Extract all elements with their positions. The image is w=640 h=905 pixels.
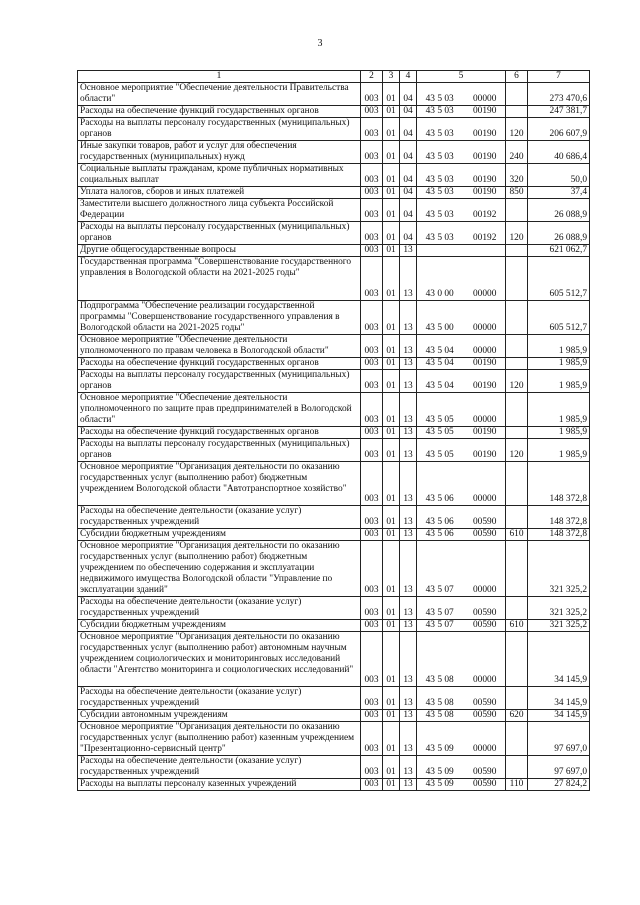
table-row bbox=[78, 506, 590, 529]
cell-target-article bbox=[417, 118, 506, 141]
cell-target-article bbox=[417, 597, 506, 620]
cell-amount: 37,4 bbox=[528, 187, 590, 199]
cell-subsection: 04 bbox=[400, 222, 417, 245]
target-article-direction: 00590 bbox=[472, 779, 497, 789]
cell-expense-type bbox=[506, 358, 528, 370]
budget-table bbox=[77, 70, 590, 791]
target-article-direction: 00000 bbox=[472, 94, 497, 104]
cell-subsection: 04 bbox=[400, 83, 417, 106]
target-article-program: 43 5 05 bbox=[425, 450, 454, 460]
cell-section: 01 bbox=[383, 462, 400, 506]
cell-expense-type bbox=[506, 106, 528, 118]
cell-target-article bbox=[417, 541, 506, 597]
cell-amount: 1 985,9 bbox=[528, 370, 590, 393]
cell-expense-type: 610 bbox=[506, 529, 528, 541]
cell-ministry-code: 003 bbox=[361, 687, 383, 710]
cell-target-article bbox=[417, 370, 506, 393]
row-name: Социальные выплаты гражданам, кроме публичных нормативных социальных выплат bbox=[78, 164, 361, 187]
cell-subsection: 13 bbox=[400, 393, 417, 427]
table-row bbox=[78, 245, 590, 257]
row-name: Уплата налогов, сборов и иных платежей bbox=[78, 187, 361, 199]
target-article-program: 43 5 05 bbox=[425, 415, 454, 425]
cell-section: 01 bbox=[383, 529, 400, 541]
target-article-direction: 00000 bbox=[472, 289, 497, 299]
cell-subsection: 13 bbox=[400, 439, 417, 462]
cell-ministry-code: 003 bbox=[361, 141, 383, 164]
cell-section: 01 bbox=[383, 301, 400, 335]
table-row bbox=[78, 301, 590, 335]
cell-expense-type: 120 bbox=[506, 222, 528, 245]
cell-subsection: 04 bbox=[400, 187, 417, 199]
column-header: 3 bbox=[383, 71, 400, 83]
cell-subsection: 13 bbox=[400, 722, 417, 756]
row-name: Основное мероприятие "Обеспечение деятельности Правительства области" bbox=[78, 83, 361, 106]
cell-subsection: 13 bbox=[400, 245, 417, 257]
cell-target-article bbox=[417, 710, 506, 722]
row-name: Расходы на выплаты персоналу государственных (муниципальных) органов bbox=[78, 222, 361, 245]
row-name: Расходы на обеспечение функций государственных органов bbox=[78, 358, 361, 370]
target-article-program: 43 5 07 bbox=[425, 620, 454, 630]
cell-target-article bbox=[417, 83, 506, 106]
cell-section: 01 bbox=[383, 245, 400, 257]
cell-section: 01 bbox=[383, 427, 400, 439]
row-name: Основное мероприятие "Организация деятельности по оказанию государственных услуг (выполнению работ) бюджетным учреждением по обеспечению содержания и эксплуатации недвижимого имущества Вологодской области "Управление по эксплуатации зданий" bbox=[78, 541, 361, 597]
cell-section: 01 bbox=[383, 393, 400, 427]
target-article-direction: 00190 bbox=[472, 358, 497, 368]
row-name: Подпрограмма "Обеспечение реализации государственной программы "Совершенствование государственного управления в Вологодской области на 2021-2025 годы" bbox=[78, 301, 361, 335]
cell-target-article bbox=[417, 335, 506, 358]
cell-expense-type: 120 bbox=[506, 439, 528, 462]
target-article-direction: 00000 bbox=[472, 346, 497, 356]
row-name: Основное мероприятие "Обеспечение деятельности уполномоченного по защите прав предпринимателей в Вологодской области" bbox=[78, 393, 361, 427]
row-name: Другие общегосударственные вопросы bbox=[78, 245, 361, 257]
target-article-program: 43 5 03 bbox=[425, 210, 454, 220]
cell-expense-type bbox=[506, 506, 528, 529]
cell-subsection: 04 bbox=[400, 118, 417, 141]
cell-target-article bbox=[417, 141, 506, 164]
cell-ministry-code: 003 bbox=[361, 370, 383, 393]
cell-subsection: 13 bbox=[400, 687, 417, 710]
row-name: Субсидии бюджетным учреждениям bbox=[78, 529, 361, 541]
cell-expense-type: 320 bbox=[506, 164, 528, 187]
cell-ministry-code: 003 bbox=[361, 710, 383, 722]
table-row bbox=[78, 257, 590, 301]
cell-amount: 148 372,8 bbox=[528, 506, 590, 529]
cell-section: 01 bbox=[383, 83, 400, 106]
cell-subsection: 13 bbox=[400, 779, 417, 791]
table-row bbox=[78, 222, 590, 245]
target-article-direction: 00000 bbox=[472, 744, 497, 754]
page-number: 3 bbox=[317, 38, 323, 49]
cell-expense-type bbox=[506, 427, 528, 439]
table-row bbox=[78, 632, 590, 687]
cell-subsection: 13 bbox=[400, 756, 417, 779]
cell-section: 01 bbox=[383, 710, 400, 722]
row-name: Основное мероприятие "Обеспечение деятельности уполномоченного по правам человека в Вологодской области" bbox=[78, 335, 361, 358]
cell-ministry-code: 003 bbox=[361, 335, 383, 358]
cell-section: 01 bbox=[383, 541, 400, 597]
column-header: 4 bbox=[400, 71, 417, 83]
cell-amount: 26 088,9 bbox=[528, 199, 590, 222]
cell-amount: 97 697,0 bbox=[528, 756, 590, 779]
cell-expense-type: 240 bbox=[506, 141, 528, 164]
table-row bbox=[78, 141, 590, 164]
cell-subsection: 13 bbox=[400, 632, 417, 687]
target-article-direction: 00190 bbox=[472, 187, 497, 197]
cell-amount: 34 145,9 bbox=[528, 710, 590, 722]
cell-ministry-code: 003 bbox=[361, 358, 383, 370]
cell-subsection: 04 bbox=[400, 106, 417, 118]
cell-ministry-code: 003 bbox=[361, 529, 383, 541]
target-article-direction: 00190 bbox=[472, 381, 497, 391]
table-row bbox=[78, 710, 590, 722]
cell-expense-type bbox=[506, 245, 528, 257]
cell-ministry-code: 003 bbox=[361, 541, 383, 597]
table-row bbox=[78, 722, 590, 756]
cell-section: 01 bbox=[383, 199, 400, 222]
cell-amount: 148 372,8 bbox=[528, 529, 590, 541]
target-article-program: 43 0 00 bbox=[425, 289, 454, 299]
cell-ministry-code: 003 bbox=[361, 257, 383, 301]
cell-amount: 321 325,2 bbox=[528, 541, 590, 597]
cell-amount: 1 985,9 bbox=[528, 358, 590, 370]
row-name: Основное мероприятие "Организация деятельности по оказанию государственных услуг (выполнению работ) автономным научным учреждением социологических и мониторинговых исследований области "Агентство мониторинга и социологических исследований" bbox=[78, 632, 361, 687]
table-row bbox=[78, 393, 590, 427]
cell-expense-type bbox=[506, 301, 528, 335]
cell-target-article bbox=[417, 529, 506, 541]
cell-expense-type bbox=[506, 597, 528, 620]
cell-ministry-code: 003 bbox=[361, 106, 383, 118]
table-row bbox=[78, 187, 590, 199]
target-article-direction: 00190 bbox=[472, 129, 497, 139]
cell-ministry-code: 003 bbox=[361, 393, 383, 427]
table-row bbox=[78, 541, 590, 597]
target-article-program: 43 5 07 bbox=[425, 608, 454, 618]
row-name: Расходы на выплаты персоналу казенных учреждений bbox=[78, 779, 361, 791]
table-row bbox=[78, 756, 590, 779]
table-row bbox=[78, 439, 590, 462]
row-name: Расходы на обеспечение функций государственных органов bbox=[78, 106, 361, 118]
row-name: Расходы на выплаты персоналу государственных (муниципальных) органов bbox=[78, 118, 361, 141]
cell-subsection: 13 bbox=[400, 358, 417, 370]
cell-expense-type bbox=[506, 687, 528, 710]
target-article-program: 43 5 04 bbox=[425, 358, 454, 368]
target-article-direction: 00590 bbox=[472, 767, 497, 777]
cell-ministry-code: 003 bbox=[361, 620, 383, 632]
target-article-program: 43 5 04 bbox=[425, 346, 454, 356]
cell-target-article bbox=[417, 187, 506, 199]
target-article-direction: 00192 bbox=[472, 210, 497, 220]
table-row bbox=[78, 370, 590, 393]
cell-section: 01 bbox=[383, 257, 400, 301]
cell-ministry-code: 003 bbox=[361, 506, 383, 529]
row-name: Расходы на выплаты персоналу государственных (муниципальных) органов bbox=[78, 439, 361, 462]
cell-ministry-code: 003 bbox=[361, 222, 383, 245]
target-article-program: 43 5 09 bbox=[425, 767, 454, 777]
cell-ministry-code: 003 bbox=[361, 199, 383, 222]
target-article-direction: 00190 bbox=[472, 427, 497, 437]
row-name: Основное мероприятие "Организация деятельности по оказанию государственных услуг (выполнению работ) бюджетным учреждением Вологодской области "Автотранспортное хозяйство" bbox=[78, 462, 361, 506]
table-row bbox=[78, 164, 590, 187]
row-name: Основное мероприятие "Организация деятельности по оказанию государственных услуг (выполнению работ) казенным учреждением "Презентационно-сервисный центр" bbox=[78, 722, 361, 756]
cell-subsection: 13 bbox=[400, 506, 417, 529]
table-row bbox=[78, 427, 590, 439]
cell-ministry-code: 003 bbox=[361, 632, 383, 687]
target-article-direction: 00190 bbox=[472, 175, 497, 185]
column-header: 6 bbox=[506, 71, 528, 83]
cell-amount: 40 686,4 bbox=[528, 141, 590, 164]
cell-section: 01 bbox=[383, 164, 400, 187]
cell-amount: 605 512,7 bbox=[528, 301, 590, 335]
cell-amount: 26 088,9 bbox=[528, 222, 590, 245]
cell-ministry-code: 003 bbox=[361, 301, 383, 335]
row-name: Заместители высшего должностного лица субъекта Российской Федерации bbox=[78, 199, 361, 222]
cell-amount: 321 325,2 bbox=[528, 620, 590, 632]
column-header: 5 bbox=[417, 71, 506, 83]
target-article-program: 43 5 06 bbox=[425, 494, 454, 504]
target-article-program: 43 5 07 bbox=[425, 585, 454, 595]
cell-amount: 50,0 bbox=[528, 164, 590, 187]
row-name: Иные закупки товаров, работ и услуг для обеспечения государственных (муниципальных) нужд bbox=[78, 141, 361, 164]
cell-subsection: 13 bbox=[400, 710, 417, 722]
cell-amount: 605 512,7 bbox=[528, 257, 590, 301]
row-name: Государственная программа "Совершенствование государственного управления в Вологодской области на 2021-2025 годы" bbox=[78, 257, 361, 301]
target-article-program: 43 5 05 bbox=[425, 427, 454, 437]
cell-expense-type: 850 bbox=[506, 187, 528, 199]
cell-amount: 206 607,9 bbox=[528, 118, 590, 141]
target-article-direction: 00590 bbox=[472, 710, 497, 720]
cell-amount: 34 145,9 bbox=[528, 632, 590, 687]
target-article-program: 43 5 03 bbox=[425, 129, 454, 139]
cell-ministry-code: 003 bbox=[361, 427, 383, 439]
cell-subsection: 13 bbox=[400, 597, 417, 620]
target-article-program: 43 5 08 bbox=[425, 675, 454, 685]
cell-amount: 321 325,2 bbox=[528, 597, 590, 620]
cell-ministry-code: 003 bbox=[361, 164, 383, 187]
cell-target-article bbox=[417, 462, 506, 506]
table-row bbox=[78, 462, 590, 506]
cell-target-article bbox=[417, 257, 506, 301]
cell-subsection: 13 bbox=[400, 462, 417, 506]
cell-amount: 27 824,2 bbox=[528, 779, 590, 791]
cell-target-article bbox=[417, 199, 506, 222]
target-article-program: 43 5 03 bbox=[425, 187, 454, 197]
cell-ministry-code: 003 bbox=[361, 118, 383, 141]
target-article-direction: 00590 bbox=[472, 529, 497, 539]
table-row bbox=[78, 620, 590, 632]
cell-expense-type bbox=[506, 632, 528, 687]
cell-section: 01 bbox=[383, 118, 400, 141]
cell-target-article bbox=[417, 245, 506, 257]
cell-section: 01 bbox=[383, 358, 400, 370]
cell-ministry-code: 003 bbox=[361, 756, 383, 779]
cell-target-article bbox=[417, 301, 506, 335]
table-row bbox=[78, 118, 590, 141]
target-article-program: 43 5 06 bbox=[425, 529, 454, 539]
cell-section: 01 bbox=[383, 722, 400, 756]
target-article-program: 43 5 09 bbox=[425, 744, 454, 754]
cell-expense-type bbox=[506, 199, 528, 222]
target-article-program: 43 5 09 bbox=[425, 779, 454, 789]
cell-target-article bbox=[417, 164, 506, 187]
target-article-program: 43 5 06 bbox=[425, 517, 454, 527]
target-article-program: 43 5 08 bbox=[425, 698, 454, 708]
cell-expense-type bbox=[506, 393, 528, 427]
target-article-program: 43 5 03 bbox=[425, 152, 454, 162]
target-article-program: 43 5 08 bbox=[425, 710, 454, 720]
cell-amount: 1 985,9 bbox=[528, 439, 590, 462]
cell-subsection: 04 bbox=[400, 164, 417, 187]
cell-target-article bbox=[417, 756, 506, 779]
target-article-direction: 00590 bbox=[472, 517, 497, 527]
cell-ministry-code: 003 bbox=[361, 439, 383, 462]
row-name: Расходы на обеспечение деятельности (оказание услуг) государственных учреждений bbox=[78, 597, 361, 620]
cell-subsection: 13 bbox=[400, 541, 417, 597]
cell-target-article bbox=[417, 722, 506, 756]
cell-ministry-code: 003 bbox=[361, 83, 383, 106]
cell-expense-type bbox=[506, 462, 528, 506]
cell-expense-type: 120 bbox=[506, 118, 528, 141]
target-article-program: 43 5 00 bbox=[425, 323, 454, 333]
cell-ministry-code: 003 bbox=[361, 597, 383, 620]
cell-section: 01 bbox=[383, 506, 400, 529]
column-header: 2 bbox=[361, 71, 383, 83]
cell-subsection: 04 bbox=[400, 199, 417, 222]
cell-target-article bbox=[417, 632, 506, 687]
cell-target-article bbox=[417, 358, 506, 370]
cell-expense-type: 620 bbox=[506, 710, 528, 722]
cell-section: 01 bbox=[383, 756, 400, 779]
target-article-direction: 00590 bbox=[472, 608, 497, 618]
target-article-program: 43 5 03 bbox=[425, 175, 454, 185]
cell-expense-type: 120 bbox=[506, 370, 528, 393]
cell-amount: 97 697,0 bbox=[528, 722, 590, 756]
column-header: 7 bbox=[528, 71, 590, 83]
table-row bbox=[78, 358, 590, 370]
cell-amount: 1 985,9 bbox=[528, 335, 590, 358]
target-article-direction: 00192 bbox=[472, 233, 497, 243]
row-name: Расходы на обеспечение деятельности (оказание услуг) государственных учреждений bbox=[78, 506, 361, 529]
cell-ministry-code: 003 bbox=[361, 245, 383, 257]
cell-subsection: 13 bbox=[400, 620, 417, 632]
row-name: Субсидии автономным учреждениям bbox=[78, 710, 361, 722]
table-header-row bbox=[78, 71, 590, 83]
cell-section: 01 bbox=[383, 141, 400, 164]
table-row bbox=[78, 199, 590, 222]
cell-subsection: 13 bbox=[400, 427, 417, 439]
table-row bbox=[78, 529, 590, 541]
cell-expense-type: 610 bbox=[506, 620, 528, 632]
column-header: 1 bbox=[78, 71, 361, 83]
target-article-direction: 00000 bbox=[472, 415, 497, 425]
cell-target-article bbox=[417, 779, 506, 791]
cell-expense-type bbox=[506, 756, 528, 779]
cell-amount: 1 985,9 bbox=[528, 427, 590, 439]
cell-amount: 247 381,7 bbox=[528, 106, 590, 118]
table-row bbox=[78, 597, 590, 620]
target-article-direction: 00190 bbox=[472, 106, 497, 116]
table-row bbox=[78, 687, 590, 710]
target-article-program: 43 5 03 bbox=[425, 233, 454, 243]
cell-expense-type bbox=[506, 722, 528, 756]
row-name: Расходы на обеспечение деятельности (оказание услуг) государственных учреждений bbox=[78, 687, 361, 710]
cell-section: 01 bbox=[383, 620, 400, 632]
cell-subsection: 13 bbox=[400, 529, 417, 541]
cell-section: 01 bbox=[383, 632, 400, 687]
cell-section: 01 bbox=[383, 779, 400, 791]
target-article-program: 43 5 03 bbox=[425, 94, 454, 104]
cell-amount: 1 985,9 bbox=[528, 393, 590, 427]
target-article-direction: 00000 bbox=[472, 494, 497, 504]
cell-section: 01 bbox=[383, 597, 400, 620]
cell-ministry-code: 003 bbox=[361, 187, 383, 199]
cell-expense-type bbox=[506, 541, 528, 597]
cell-section: 01 bbox=[383, 222, 400, 245]
target-article-direction: 00590 bbox=[472, 698, 497, 708]
target-article-direction: 00590 bbox=[472, 620, 497, 630]
cell-target-article bbox=[417, 222, 506, 245]
target-article-direction: 00000 bbox=[472, 585, 497, 595]
cell-section: 01 bbox=[383, 439, 400, 462]
cell-target-article bbox=[417, 620, 506, 632]
table-row bbox=[78, 83, 590, 106]
cell-amount: 34 145,9 bbox=[528, 687, 590, 710]
cell-subsection: 13 bbox=[400, 257, 417, 301]
cell-target-article bbox=[417, 393, 506, 427]
cell-expense-type: 110 bbox=[506, 779, 528, 791]
cell-expense-type bbox=[506, 83, 528, 106]
cell-section: 01 bbox=[383, 106, 400, 118]
cell-section: 01 bbox=[383, 370, 400, 393]
cell-section: 01 bbox=[383, 687, 400, 710]
row-name: Субсидии бюджетным учреждениям bbox=[78, 620, 361, 632]
cell-target-article bbox=[417, 439, 506, 462]
cell-expense-type bbox=[506, 335, 528, 358]
row-name: Расходы на обеспечение деятельности (оказание услуг) государственных учреждений bbox=[78, 756, 361, 779]
cell-subsection: 13 bbox=[400, 335, 417, 358]
table-row bbox=[78, 106, 590, 118]
target-article-direction: 00190 bbox=[472, 450, 497, 460]
target-article-program: 43 5 03 bbox=[425, 106, 454, 116]
cell-expense-type bbox=[506, 257, 528, 301]
cell-target-article bbox=[417, 506, 506, 529]
cell-section: 01 bbox=[383, 335, 400, 358]
cell-amount: 621 062,7 bbox=[528, 245, 590, 257]
target-article-direction: 00000 bbox=[472, 675, 497, 685]
cell-amount: 273 470,6 bbox=[528, 83, 590, 106]
target-article-direction: 00190 bbox=[472, 152, 497, 162]
cell-target-article bbox=[417, 106, 506, 118]
cell-amount: 148 372,8 bbox=[528, 462, 590, 506]
cell-section: 01 bbox=[383, 187, 400, 199]
cell-subsection: 13 bbox=[400, 370, 417, 393]
target-article-direction: 00000 bbox=[472, 323, 497, 333]
cell-target-article bbox=[417, 687, 506, 710]
cell-ministry-code: 003 bbox=[361, 779, 383, 791]
row-name: Расходы на обеспечение функций государственных органов bbox=[78, 427, 361, 439]
table-row bbox=[78, 335, 590, 358]
cell-target-article bbox=[417, 427, 506, 439]
row-name: Расходы на выплаты персоналу государственных (муниципальных) органов bbox=[78, 370, 361, 393]
cell-ministry-code: 003 bbox=[361, 722, 383, 756]
target-article-program: 43 5 04 bbox=[425, 381, 454, 391]
cell-subsection: 13 bbox=[400, 301, 417, 335]
cell-subsection: 04 bbox=[400, 141, 417, 164]
table-row bbox=[78, 779, 590, 791]
cell-ministry-code: 003 bbox=[361, 462, 383, 506]
